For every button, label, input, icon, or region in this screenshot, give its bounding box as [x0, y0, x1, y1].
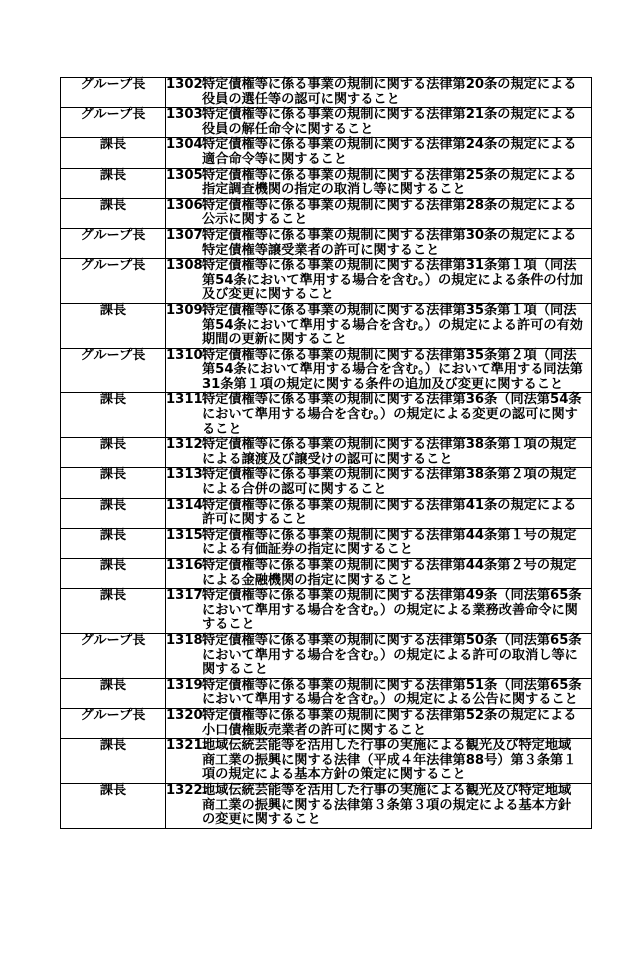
item-cell: [166, 438, 592, 468]
item-number: 1314.: [166, 497, 208, 513]
item-text: 特定債権等に係る事業の規制に関する法律第44条第２号の規定による金融機関の指定に関すること: [202, 558, 577, 588]
item-cell: [166, 393, 592, 438]
item-text: 特定債権等に係る事業の規制に関する法律第24条の規定による適合命令等に関すること: [202, 137, 577, 167]
table-row: [61, 559, 592, 589]
table-row: [61, 303, 592, 348]
item-cell: [166, 589, 592, 634]
item-text: 特定債権等に係る事業の規制に関する法律第30条の規定による特定債権等譲受業者の許可に関すること: [202, 227, 577, 258]
role-cell: 課長: [61, 468, 166, 498]
item-number: 1306.: [166, 197, 208, 213]
item-cell: [166, 78, 592, 108]
table-row: [61, 498, 592, 528]
role-cell: グループ長: [61, 633, 166, 678]
item-number: 1318.: [166, 632, 208, 648]
item-text: 特定債権等に係る事業の規制に関する法律第25条の規定による指定調査機関の指定の取消し等に関すること: [202, 167, 577, 198]
item-number: 1302.: [166, 77, 208, 92]
item-cell: [166, 108, 592, 138]
item-number: 1322.: [166, 782, 208, 798]
role-cell: グループ長: [61, 228, 166, 258]
role-cell: グループ長: [61, 708, 166, 738]
item-text: 特定債権等に係る事業の規制に関する法律第38条第１項の規定による譲渡及び譲受けの認可に関すること: [202, 437, 577, 467]
table-row: [61, 678, 592, 708]
item-cell: [166, 228, 592, 258]
table-row: [61, 633, 592, 678]
item-text: 特定債権等に係る事業の規制に関する法律第49条（同法第65条において準用する場合を含む。）の規定による業務改善命令に関すること: [202, 588, 582, 633]
item-text: 特定債権等に係る事業の規制に関する法律第28条の規定による公示に関すること: [202, 197, 577, 228]
item-cell: [166, 678, 592, 708]
item-number: 1308.: [166, 258, 208, 274]
role-cell: 課長: [61, 559, 166, 589]
table-row: [61, 393, 592, 438]
item-number: 1313.: [166, 467, 208, 483]
item-number: 1315.: [166, 527, 208, 543]
item-cell: [166, 138, 592, 168]
role-cell: 課長: [61, 678, 166, 708]
item-cell: [166, 303, 592, 348]
item-cell: [166, 468, 592, 498]
item-cell: [166, 528, 592, 558]
item-text: 地域伝統芸能等を活用した行事の実施による観光及び特定地域商工業の振興に関する法律第３条第３項の規定による基本方針の変更に関すること: [202, 782, 572, 828]
item-text: 特定債権等に係る事業の規制に関する法律第52条の規定による小口債権販売業者の許可に関すること: [202, 707, 577, 738]
role-cell: 課長: [61, 739, 166, 784]
item-cell: [166, 708, 592, 738]
authority-table: [60, 77, 592, 829]
item-text: 特定債権等に係る事業の規制に関する法律第21条の規定による役員の解任命令に関すること: [202, 107, 577, 137]
role-cell: 課長: [61, 498, 166, 528]
table-row: [61, 708, 592, 738]
role-cell: 課長: [61, 303, 166, 348]
item-number: 1303.: [166, 107, 208, 123]
item-cell: [166, 739, 592, 784]
table-row: [61, 438, 592, 468]
item-text: 特定債権等に係る事業の規制に関する法律第51条（同法第65条において準用する場合を含む。）の規定による公告に関すること: [202, 677, 582, 708]
item-number: 1317.: [166, 588, 208, 604]
item-number: 1309.: [166, 302, 208, 318]
item-text: 地域伝統芸能等を活用した行事の実施による観光及び特定地域商工業の振興に関する法律（平成４年法律第88号）第３条第１項の規定による基本方針の策定に関すること: [202, 738, 577, 783]
table-row: [61, 108, 592, 138]
role-cell: グループ長: [61, 348, 166, 393]
item-text: 特定債権等に係る事業の規制に関する法律第36条（同法第54条において準用する場合を含む。）の規定による変更の認可に関すること: [202, 392, 582, 437]
item-text: 特定債権等に係る事業の規制に関する法律第38条第２項の規定による合併の認可に関すること: [202, 467, 577, 498]
table-row: [61, 168, 592, 198]
item-text: 特定債権等に係る事業の規制に関する法律第31条第１項（同法第54条において準用する場合を含む。）の規定による条件の付加及び変更に関すること: [202, 258, 583, 303]
item-number: 1305.: [166, 167, 208, 183]
item-cell: [166, 198, 592, 228]
table-row: [61, 78, 592, 108]
role-cell: 課長: [61, 438, 166, 468]
role-cell: 課長: [61, 138, 166, 168]
item-cell: [166, 633, 592, 678]
role-cell: 課長: [61, 393, 166, 438]
table-row: [61, 198, 592, 228]
role-cell: 課長: [61, 783, 166, 828]
item-number: 1321.: [166, 738, 208, 754]
role-cell: 課長: [61, 528, 166, 558]
item-text: 特定債権等に係る事業の規制に関する法律第35条第２項（同法第54条において準用する場合を含む。）において準用する同法第31条第１項の規定に関する条件の追加及び変更に関すること: [202, 347, 583, 392]
item-number: 1304.: [166, 137, 208, 153]
item-number: 1320.: [166, 707, 208, 723]
table-row: [61, 138, 592, 168]
item-text: 特定債権等に係る事業の規制に関する法律第44条第１号の規定による有価証券の指定に関すること: [202, 527, 577, 558]
table-row: [61, 589, 592, 634]
table-row: [61, 348, 592, 393]
item-text: 特定債権等に係る事業の規制に関する法律第35条第１項（同法第54条において準用する場合を含む。）の規定による許可の有効期間の更新に関すること: [202, 302, 583, 348]
table-row: [61, 739, 592, 784]
table-row: [61, 783, 592, 828]
item-text: 特定債権等に係る事業の規制に関する法律第50条（同法第65条において準用する場合を含む。）の規定による許可の取消し等に関すること: [202, 632, 582, 678]
role-cell: グループ長: [61, 259, 166, 304]
table-row: [61, 528, 592, 558]
role-cell: 課長: [61, 168, 166, 198]
item-cell: [166, 259, 592, 304]
table-row: [61, 259, 592, 304]
item-cell: [166, 168, 592, 198]
item-cell: [166, 498, 592, 528]
item-cell: [166, 348, 592, 393]
item-number: 1312.: [166, 437, 208, 453]
role-cell: 課長: [61, 198, 166, 228]
role-cell: グループ長: [61, 78, 166, 108]
item-cell: [166, 559, 592, 589]
item-cell: [166, 783, 592, 828]
item-number: 1316.: [166, 558, 208, 573]
item-number: 1310.: [166, 347, 208, 363]
item-number: 1319.: [166, 677, 208, 693]
item-number: 1311.: [166, 392, 208, 408]
table-row: [61, 468, 592, 498]
item-text: 特定債権等に係る事業の規制に関する法律第41条の規定による許可に関すること: [202, 497, 577, 528]
table-row: [61, 228, 592, 258]
item-number: 1307.: [166, 227, 208, 243]
role-cell: グループ長: [61, 108, 166, 138]
role-cell: 課長: [61, 589, 166, 634]
item-text: 特定債権等に係る事業の規制に関する法律第20条の規定による役員の選任等の認可に関すること: [202, 77, 577, 107]
